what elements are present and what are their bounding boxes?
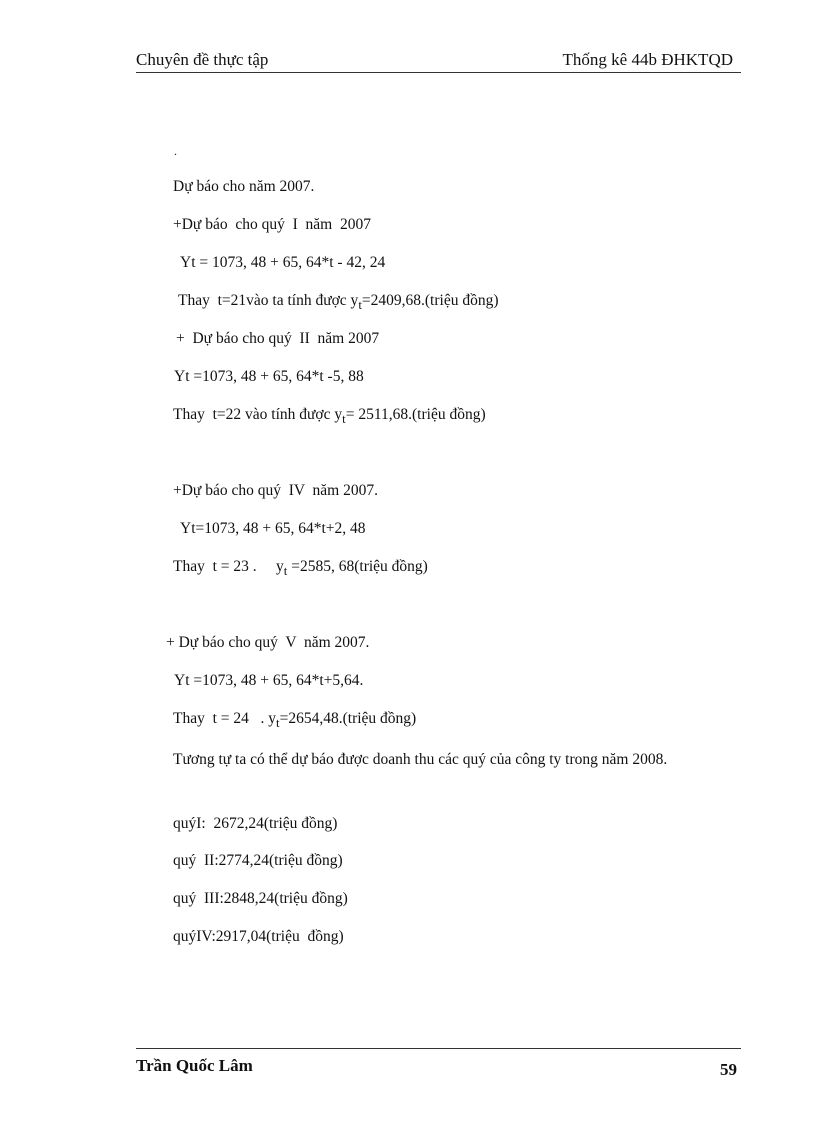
quarter-3-value: quý III:2848,24(triệu đồng) [173,890,348,907]
forecast-q5-equation: Yt =1073, 48 + 65, 64*t+5,64. [174,672,364,689]
forecast-q4-equation: Yt=1073, 48 + 65, 64*t+2, 48 [180,520,366,537]
quarter-2-value: quý II:2774,24(triệu đồng) [173,852,343,869]
forecast-q1-heading: +Dự báo cho quý I năm 2007 [173,216,371,233]
forecast-q1-equation: Yt = 1073, 48 + 65, 64*t - 42, 24 [180,254,386,271]
forecast-q5-result: Thay t = 24 . $y_t=2654,48.(triệu$ đồng) [173,710,417,731]
forecast-q2-result: Thay t=22 vào tính được $y_t=$ 2511,68.(triệu đồng) [173,406,486,427]
forecast-q2-heading: + Dự báo cho quý II năm 2007 [176,330,380,347]
forecast-q4-heading: +Dự báo cho quý IV năm 2007. [173,482,378,499]
forecast-2007-heading: Dự báo cho năm 2007. [173,178,315,195]
forecast-2008-intro: Tương tự ta có thể dự báo được doanh thu các quý của công ty trong năm 2008. [173,751,668,768]
author-name: Trần Quốc Lâm [136,1056,253,1075]
header-title: Chuyên đề thực tập [136,50,269,69]
forecast-q5-heading: + Dự báo cho quý V năm 2007. [166,634,370,651]
forecast-q4-result: Thay t = 23 . $y_t =2585$, 68(triệu đồng) [173,558,428,579]
quarter-1-value: quýI: 2672,24(triệu đồng) [173,815,338,832]
header-course: Thống kê 44b ĐHKTQD [562,50,733,69]
forecast-q2-equation: Yt =1073, 48 + 65, 64*t -5, 88 [174,368,364,385]
quarter-4-value: quýIV:2917,04(triệu đồng) [173,928,344,945]
page-footer [136,1048,741,1079]
forecast-q1-result: Thay t=21vào ta tính được $y_t=2409,68.(triệu$ đồng) [178,292,499,313]
page-number: 59 [720,1060,737,1079]
stray-dot: . [174,144,177,158]
